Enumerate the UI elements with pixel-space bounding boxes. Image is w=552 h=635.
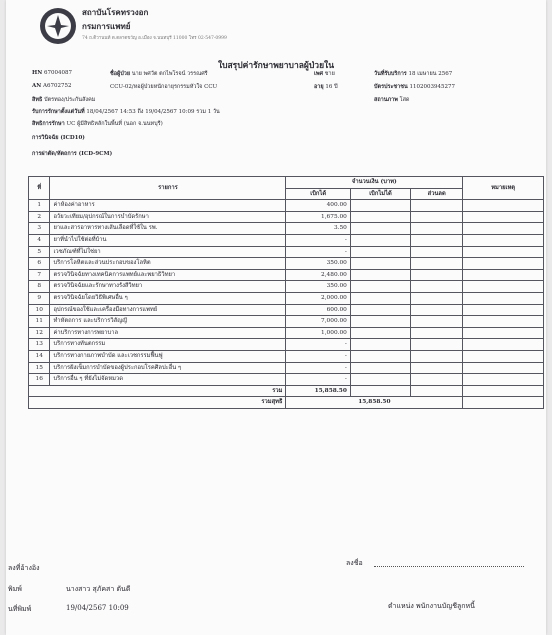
- row-claimable: -: [286, 362, 350, 374]
- table-row: [29, 374, 544, 386]
- row-discount: [411, 362, 463, 374]
- table-row: [29, 211, 544, 223]
- row-claimable: -: [286, 339, 350, 351]
- row-discount: [411, 234, 463, 246]
- row-item: บริการทางกายภาพบำบัด และเวชกรรมฟื้นฟู: [50, 350, 286, 362]
- row-not-claimable: [350, 362, 410, 374]
- row-number: 2: [29, 211, 50, 223]
- row-note: [463, 246, 544, 258]
- hn-field: [32, 70, 72, 76]
- row-item: ตรวจวินิจฉัยและรักษาทางรังสีวิทยา: [50, 281, 286, 293]
- row-number: 16: [29, 374, 50, 386]
- row-note: [463, 200, 544, 212]
- row-not-claimable: [350, 258, 410, 270]
- refer-label: สิทธิการรักษา: [32, 121, 65, 127]
- table-row: [29, 200, 544, 212]
- period-field: [32, 108, 220, 116]
- printer-name: นางสาว สุภัคสา ตันดี: [66, 585, 131, 593]
- row-number: 5: [29, 246, 50, 258]
- row-note: [463, 316, 544, 328]
- row-not-claimable: [350, 234, 410, 246]
- row-item: ตรวจวินิจฉัยโดยวิธีพิเศษอื่น ๆ: [50, 292, 286, 304]
- row-discount: [411, 327, 463, 339]
- net-row: [29, 397, 544, 409]
- position-label: ตำแหน่ง พนักงานบัญชีลูกหนี้: [388, 602, 475, 610]
- age-label: อายุ: [314, 84, 324, 90]
- sum-row: [29, 385, 544, 397]
- patient-name-label: ชื่อผู้ป่วย: [110, 71, 131, 77]
- row-claimable: 3.50: [286, 223, 350, 235]
- row-item: เวชภัณฑ์ที่ไม่ใช่ยา: [50, 246, 286, 258]
- table-row: [29, 258, 544, 270]
- row-number: 15: [29, 362, 50, 374]
- row-number: 8: [29, 281, 50, 293]
- sex-label: เพศ: [314, 71, 323, 77]
- row-not-claimable: [350, 269, 410, 281]
- signer-label: ลงชื่อ: [346, 559, 363, 567]
- row-discount: [411, 316, 463, 328]
- row-not-claimable: [350, 211, 410, 223]
- table-row: [29, 269, 544, 281]
- row-not-claimable: [350, 246, 410, 258]
- reference-label: ลงที่อ้างอิง: [8, 564, 40, 572]
- col-no-header: ที่: [29, 177, 50, 200]
- age-field: [314, 83, 338, 91]
- an-value: A6702752: [43, 83, 72, 89]
- row-item: ตรวจวินิจฉัยทางเทคนิคการแพทย์และพยาธิวิทยา: [50, 269, 286, 281]
- admit-date-value: 18 เมษายน 2567: [408, 71, 453, 77]
- row-note: [463, 281, 544, 293]
- refer-field: [32, 120, 163, 128]
- admit-date-field: [374, 70, 452, 78]
- right-field: [32, 96, 95, 104]
- row-item: บริการอื่น ๆ ที่ยังไม่จัดหมวด: [50, 374, 286, 386]
- table-row: [29, 304, 544, 316]
- row-note: [463, 350, 544, 362]
- signature-line: [374, 566, 524, 567]
- row-number: 6: [29, 258, 50, 270]
- row-claimable: 2,000.00: [286, 292, 350, 304]
- row-not-claimable: [350, 281, 410, 293]
- age-value: 16 ปี: [325, 84, 338, 90]
- row-discount: [411, 339, 463, 351]
- status-value: โสด: [399, 97, 410, 103]
- ward-field: [110, 83, 217, 91]
- row-number: 9: [29, 292, 50, 304]
- row-number: 14: [29, 350, 50, 362]
- row-item: ค่าห้องค่าอาหาร: [50, 200, 286, 212]
- status-field: [374, 96, 410, 104]
- table-row: [29, 281, 544, 293]
- row-claimable: 7,000.00: [286, 316, 350, 328]
- row-note: [463, 258, 544, 270]
- row-claimable: -: [286, 246, 350, 258]
- row-note: [463, 304, 544, 316]
- col-note-header: หมายเหตุ: [463, 177, 544, 200]
- department-name: กรมการแพทย์: [82, 21, 131, 31]
- row-discount: [411, 269, 463, 281]
- admit-date-label: วันที่รับบริการ: [374, 71, 407, 77]
- row-note: [463, 327, 544, 339]
- sum-value: 15,858.50: [286, 385, 350, 397]
- row-number: 11: [29, 316, 50, 328]
- table-row: [29, 246, 544, 258]
- print-date-value: 19/04/2567 10:09: [66, 604, 129, 612]
- sex-field: [314, 70, 335, 78]
- row-item: อุปกรณ์ของใช้และเครื่องมือทางการแพทย์: [50, 304, 286, 316]
- row-note: [463, 223, 544, 235]
- status-label: สถานภาพ: [374, 97, 398, 103]
- row-discount: [411, 223, 463, 235]
- id-card-value: 1102003945277: [409, 84, 455, 90]
- hn-label: HN: [32, 70, 43, 76]
- table-row: [29, 339, 544, 351]
- row-item: ทำหัตถการ และบริการวิสัญญี: [50, 316, 286, 328]
- sum-label: รวม: [29, 385, 286, 397]
- table-row: [29, 234, 544, 246]
- id-card-field: [374, 83, 455, 91]
- sex-value: ชาย: [324, 71, 335, 77]
- col-amount-group-header: จำนวนเงิน (บาท): [286, 177, 463, 189]
- row-claimable: -: [286, 374, 350, 386]
- row-discount: [411, 374, 463, 386]
- row-number: 13: [29, 339, 50, 351]
- row-item: บริการฝังเข็มการบำบัดของผู้ประกอบโรคศิลปะอื่น ๆ: [50, 362, 286, 374]
- table-row: [29, 350, 544, 362]
- hn-value: 67004087: [43, 70, 72, 76]
- row-item: อวัยวะเทียม/อุปกรณ์ในการบำบัดรักษา: [50, 211, 286, 223]
- table-row: [29, 316, 544, 328]
- row-claimable: 350.00: [286, 258, 350, 270]
- hospital-logo-icon: [38, 6, 78, 46]
- row-note: [463, 339, 544, 351]
- row-number: 1: [29, 200, 50, 212]
- row-item: บริการทางทันตกรรม: [50, 339, 286, 351]
- row-number: 12: [29, 327, 50, 339]
- an-field: [32, 83, 72, 89]
- row-item: ยาและสารอาหารทางเส้นเลือดที่ใช้ใน รพ.: [50, 223, 286, 235]
- row-claimable: 2,480.00: [286, 269, 350, 281]
- col-discount-header: ส่วนลด: [411, 188, 463, 200]
- col-not-claimable-header: เบิกไม่ได้: [350, 188, 410, 200]
- charges-table-body: [29, 200, 544, 386]
- row-discount: [411, 200, 463, 212]
- right-label: สิทธิ: [32, 97, 43, 103]
- icd10-label: การวินิจฉัย (ICD10): [32, 135, 85, 141]
- ward-value: CCU-02/หอผู้ป่วยหนักอายุรกรรมหัวใจ CCU: [110, 84, 218, 90]
- table-row: [29, 292, 544, 304]
- row-discount: [411, 350, 463, 362]
- right-value: บัตรทอง/ประกันสังคม: [44, 97, 96, 103]
- row-claimable: 350.00: [286, 281, 350, 293]
- row-claimable: -: [286, 350, 350, 362]
- patient-name-field: [110, 70, 208, 78]
- id-card-label: บัตรประชาชน: [374, 84, 408, 90]
- row-not-claimable: [350, 327, 410, 339]
- row-claimable: 1,675.00: [286, 211, 350, 223]
- row-claimable: 600.00: [286, 304, 350, 316]
- table-row: [29, 223, 544, 235]
- row-not-claimable: [350, 223, 410, 235]
- row-number: 3: [29, 223, 50, 235]
- row-not-claimable: [350, 304, 410, 316]
- col-claimable-header: เบิกได้: [286, 188, 350, 200]
- col-item-header: รายการ: [50, 177, 286, 200]
- row-discount: [411, 281, 463, 293]
- patient-name-value: นาย พศวัต ตกไพโรจน์ วรรณศรี: [131, 71, 208, 77]
- table-row: [29, 327, 544, 339]
- row-not-claimable: [350, 200, 410, 212]
- row-discount: [411, 246, 463, 258]
- period-label: รับการรักษาตั้งแต่วันที่: [32, 109, 85, 115]
- icd9-label: การผ่าตัด/หัตถการ (ICD-9CM): [32, 151, 113, 157]
- row-note: [463, 234, 544, 246]
- row-note: [463, 269, 544, 281]
- net-label: รวมสุทธิ: [29, 397, 286, 409]
- row-item: ค่าบริการทางการพยาบาล: [50, 327, 286, 339]
- print-date-label: นที่พิมพ์: [8, 605, 32, 613]
- row-discount: [411, 211, 463, 223]
- table-row: [29, 362, 544, 374]
- bill-sheet: [6, 0, 546, 635]
- row-note: [463, 211, 544, 223]
- row-claimable: 400.00: [286, 200, 350, 212]
- row-number: 7: [29, 269, 50, 281]
- period-value: 18/04/2567 14:53 ถึง 19/04/2567 10:09 รวม 1 วัน: [86, 109, 220, 115]
- row-not-claimable: [350, 350, 410, 362]
- row-discount: [411, 304, 463, 316]
- row-discount: [411, 258, 463, 270]
- an-label: AN: [32, 83, 42, 89]
- row-claimable: 1,000.00: [286, 327, 350, 339]
- printer-label: พิมพ์: [8, 585, 22, 593]
- row-not-claimable: [350, 374, 410, 386]
- row-note: [463, 292, 544, 304]
- row-item: ยาที่นำไปใช้ต่อที่บ้าน: [50, 234, 286, 246]
- document-title: ใบสรุปค่ารักษาพยาบาลผู้ป่วยใน: [217, 61, 335, 71]
- row-note: [463, 362, 544, 374]
- hospital-name: สถาบันโรคทรวงอก: [82, 7, 149, 17]
- row-discount: [411, 292, 463, 304]
- row-not-claimable: [350, 316, 410, 328]
- charges-table: [28, 176, 544, 409]
- row-note: [463, 374, 544, 386]
- row-item: บริการโลหิตและส่วนประกอบของโลหิต: [50, 258, 286, 270]
- hospital-address: 74 ถ.ติวานนท์ ต.ตลาดขวัญ อ.เมือง จ.นนทบุรี 11000 โทร 02-547-0999: [82, 36, 227, 41]
- row-claimable: -: [286, 234, 350, 246]
- row-number: 10: [29, 304, 50, 316]
- row-not-claimable: [350, 292, 410, 304]
- refer-value: UC ผู้มีสิทธิหลักในพื้นที่ (นอก จ.นนทบุรี): [66, 121, 163, 127]
- net-value: 15,858.50: [286, 397, 463, 409]
- row-number: 4: [29, 234, 50, 246]
- row-not-claimable: [350, 339, 410, 351]
